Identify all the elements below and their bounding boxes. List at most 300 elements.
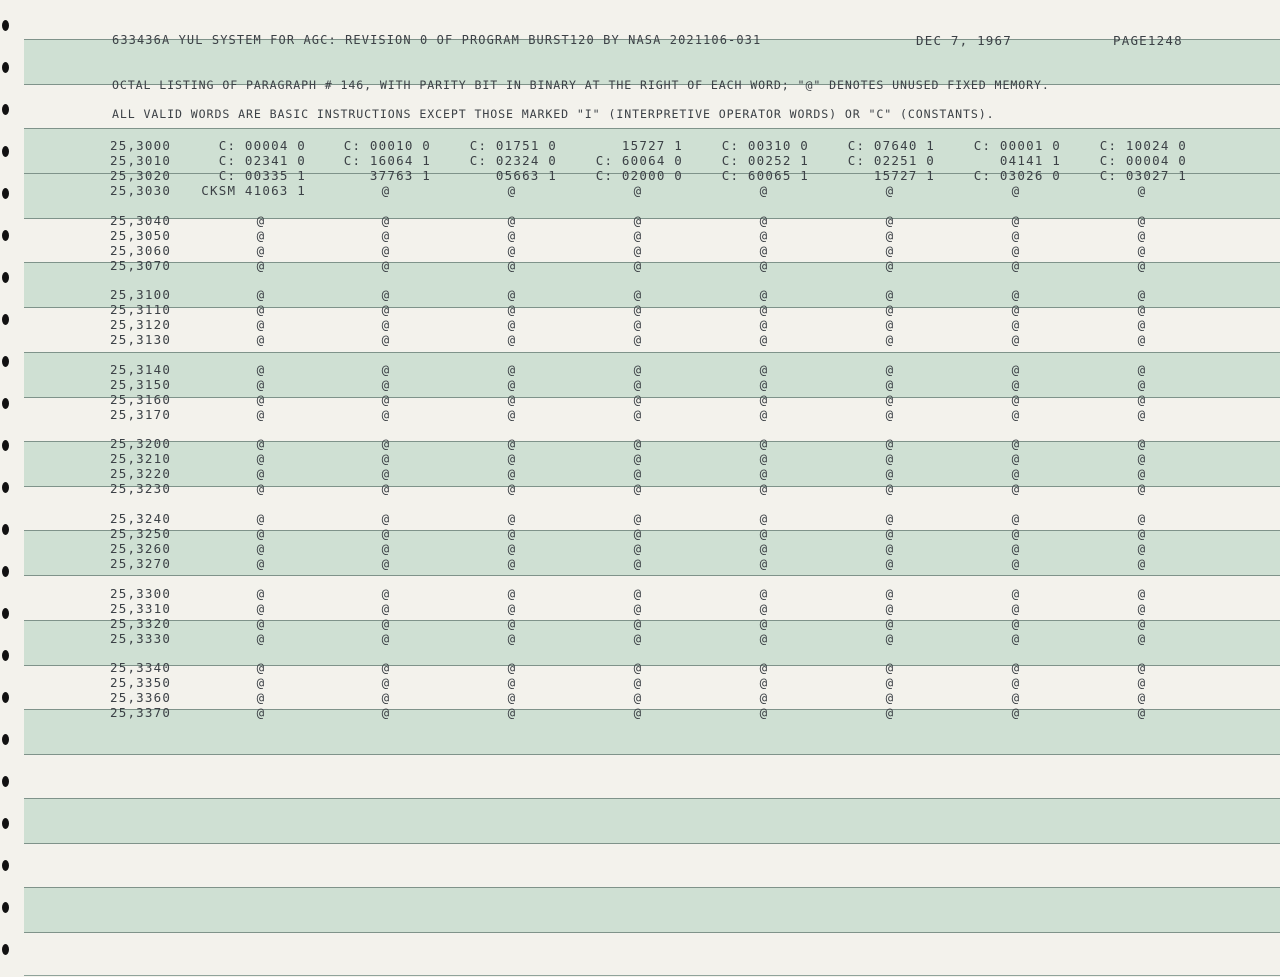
unused-memory-marker: @ [1011, 213, 1021, 228]
octal-word: 05663 1 [495, 168, 557, 183]
row-address: 25,3210 [110, 451, 172, 466]
unused-memory-marker: @ [1011, 183, 1021, 198]
unused-memory-marker: @ [507, 541, 517, 556]
listing-row [0, 660, 1280, 675]
unused-memory-marker: @ [381, 660, 391, 675]
unused-memory-marker: @ [1137, 481, 1147, 496]
listing-row [0, 302, 1280, 317]
unused-memory-marker: @ [633, 511, 643, 526]
unused-memory-marker: @ [759, 287, 769, 302]
unused-memory-marker: @ [1011, 541, 1021, 556]
unused-memory-marker: @ [633, 377, 643, 392]
unused-memory-marker: @ [885, 183, 895, 198]
octal-word: C: 02251 0 [847, 153, 935, 168]
unused-memory-marker: @ [1011, 377, 1021, 392]
octal-word: C: 10024 0 [1099, 138, 1187, 153]
unused-memory-marker: @ [1011, 362, 1021, 377]
row-address: 25,3350 [110, 675, 172, 690]
unused-memory-marker: @ [507, 243, 517, 258]
unused-memory-marker: @ [256, 362, 266, 377]
unused-memory-marker: @ [885, 705, 895, 720]
listing-row [0, 332, 1280, 347]
listing-row [0, 287, 1280, 302]
unused-memory-marker: @ [1137, 436, 1147, 451]
header-date: DEC 7, 1967 [916, 33, 1012, 48]
unused-memory-marker: @ [759, 317, 769, 332]
octal-word: C: 60065 1 [721, 168, 809, 183]
row-address: 25,3140 [110, 362, 172, 377]
row-address: 25,3150 [110, 377, 172, 392]
unused-memory-marker: @ [381, 556, 391, 571]
unused-memory-marker: @ [256, 466, 266, 481]
unused-memory-marker: @ [885, 601, 895, 616]
unused-memory-marker: @ [507, 258, 517, 273]
unused-memory-marker: @ [885, 511, 895, 526]
unused-memory-marker: @ [256, 601, 266, 616]
unused-memory-marker: @ [759, 332, 769, 347]
listing-row [0, 586, 1280, 601]
listing-row [0, 541, 1280, 556]
unused-memory-marker: @ [1011, 228, 1021, 243]
octal-word: C: 00310 0 [721, 138, 809, 153]
listing-row [0, 168, 1280, 183]
unused-memory-marker: @ [633, 541, 643, 556]
unused-memory-marker: @ [507, 362, 517, 377]
octal-word: C: 07640 1 [847, 138, 935, 153]
unused-memory-marker: @ [885, 302, 895, 317]
unused-memory-marker: @ [1137, 332, 1147, 347]
unused-memory-marker: @ [759, 228, 769, 243]
row-address: 25,3100 [110, 287, 172, 302]
unused-memory-marker: @ [256, 631, 266, 646]
unused-memory-marker: @ [381, 466, 391, 481]
unused-memory-marker: @ [759, 586, 769, 601]
green-bar [24, 887, 1280, 933]
unused-memory-marker: @ [633, 705, 643, 720]
tractor-hole [2, 272, 9, 283]
tractor-hole [2, 776, 9, 787]
note-line-1: OCTAL LISTING OF PARAGRAPH # 146, WITH PARITY BIT IN BINARY AT THE RIGHT OF EACH WORD; "@" DENOTES UNUSED FIXED MEMORY. [112, 78, 1050, 92]
unused-memory-marker: @ [633, 526, 643, 541]
unused-memory-marker: @ [256, 317, 266, 332]
unused-memory-marker: @ [759, 183, 769, 198]
octal-word: C: 00001 0 [973, 138, 1061, 153]
unused-memory-marker: @ [1137, 317, 1147, 332]
listing-row [0, 675, 1280, 690]
unused-memory-marker: @ [1137, 675, 1147, 690]
unused-memory-marker: @ [507, 481, 517, 496]
row-address: 25,3340 [110, 660, 172, 675]
octal-word: C: 00335 1 [218, 168, 306, 183]
unused-memory-marker: @ [1137, 392, 1147, 407]
unused-memory-marker: @ [381, 631, 391, 646]
unused-memory-marker: @ [1011, 705, 1021, 720]
unused-memory-marker: @ [885, 228, 895, 243]
unused-memory-marker: @ [1137, 616, 1147, 631]
unused-memory-marker: @ [759, 362, 769, 377]
unused-memory-marker: @ [256, 407, 266, 422]
unused-memory-marker: @ [381, 377, 391, 392]
listing-row [0, 601, 1280, 616]
note-line-2: ALL VALID WORDS ARE BASIC INSTRUCTIONS EXCEPT THOSE MARKED "I" (INTERPRETIVE OPERATOR WORDS) OR "C" (CONSTANTS). [112, 107, 995, 121]
unused-memory-marker: @ [759, 451, 769, 466]
octal-word: CKSM 41063 1 [201, 183, 306, 198]
unused-memory-marker: @ [1137, 541, 1147, 556]
unused-memory-marker: @ [759, 526, 769, 541]
unused-memory-marker: @ [256, 556, 266, 571]
unused-memory-marker: @ [759, 392, 769, 407]
listing-row [0, 690, 1280, 705]
unused-memory-marker: @ [381, 243, 391, 258]
unused-memory-marker: @ [507, 287, 517, 302]
tractor-hole [2, 860, 9, 871]
row-address: 25,3370 [110, 705, 172, 720]
unused-memory-marker: @ [256, 616, 266, 631]
unused-memory-marker: @ [381, 436, 391, 451]
octal-word: 15727 1 [873, 168, 935, 183]
unused-memory-marker: @ [633, 407, 643, 422]
unused-memory-marker: @ [381, 526, 391, 541]
row-address: 25,3250 [110, 526, 172, 541]
row-address: 25,3010 [110, 153, 172, 168]
unused-memory-marker: @ [633, 183, 643, 198]
unused-memory-marker: @ [885, 213, 895, 228]
unused-memory-marker: @ [759, 258, 769, 273]
unused-memory-marker: @ [381, 332, 391, 347]
listing-row [0, 213, 1280, 228]
tractor-hole [2, 104, 9, 115]
listing-row [0, 616, 1280, 631]
unused-memory-marker: @ [381, 601, 391, 616]
unused-memory-marker: @ [256, 243, 266, 258]
unused-memory-marker: @ [381, 362, 391, 377]
unused-memory-marker: @ [256, 660, 266, 675]
unused-memory-marker: @ [256, 481, 266, 496]
row-address: 25,3160 [110, 392, 172, 407]
unused-memory-marker: @ [256, 451, 266, 466]
unused-memory-marker: @ [1137, 526, 1147, 541]
unused-memory-marker: @ [381, 213, 391, 228]
unused-memory-marker: @ [256, 287, 266, 302]
listing-row [0, 481, 1280, 496]
unused-memory-marker: @ [1137, 586, 1147, 601]
row-address: 25,3300 [110, 586, 172, 601]
unused-memory-marker: @ [256, 392, 266, 407]
unused-memory-marker: @ [885, 407, 895, 422]
listing-row [0, 407, 1280, 422]
octal-word: C: 00252 1 [721, 153, 809, 168]
unused-memory-marker: @ [507, 407, 517, 422]
unused-memory-marker: @ [381, 541, 391, 556]
unused-memory-marker: @ [1011, 675, 1021, 690]
unused-memory-marker: @ [1011, 556, 1021, 571]
row-address: 25,3040 [110, 213, 172, 228]
unused-memory-marker: @ [633, 287, 643, 302]
unused-memory-marker: @ [1011, 660, 1021, 675]
unused-memory-marker: @ [633, 332, 643, 347]
unused-memory-marker: @ [1137, 258, 1147, 273]
row-address: 25,3230 [110, 481, 172, 496]
unused-memory-marker: @ [1137, 377, 1147, 392]
unused-memory-marker: @ [633, 631, 643, 646]
listing-row [0, 705, 1280, 720]
unused-memory-marker: @ [256, 675, 266, 690]
unused-memory-marker: @ [633, 675, 643, 690]
unused-memory-marker: @ [759, 541, 769, 556]
listing-row [0, 436, 1280, 451]
unused-memory-marker: @ [1011, 287, 1021, 302]
unused-memory-marker: @ [885, 243, 895, 258]
unused-memory-marker: @ [633, 481, 643, 496]
unused-memory-marker: @ [1011, 616, 1021, 631]
unused-memory-marker: @ [759, 556, 769, 571]
row-address: 25,3330 [110, 631, 172, 646]
unused-memory-marker: @ [1011, 586, 1021, 601]
unused-memory-marker: @ [885, 481, 895, 496]
octal-word: C: 02000 0 [595, 168, 683, 183]
unused-memory-marker: @ [885, 466, 895, 481]
bar-rule [24, 975, 1280, 976]
octal-word: C: 00004 0 [218, 138, 306, 153]
unused-memory-marker: @ [759, 631, 769, 646]
unused-memory-marker: @ [759, 243, 769, 258]
unused-memory-marker: @ [1011, 436, 1021, 451]
unused-memory-marker: @ [885, 660, 895, 675]
green-bar [24, 798, 1280, 844]
unused-memory-marker: @ [759, 705, 769, 720]
octal-word: 15727 1 [621, 138, 683, 153]
tractor-hole [2, 818, 9, 829]
unused-memory-marker: @ [759, 511, 769, 526]
unused-memory-marker: @ [885, 541, 895, 556]
unused-memory-marker: @ [885, 317, 895, 332]
octal-word: C: 03027 1 [1099, 168, 1187, 183]
unused-memory-marker: @ [381, 228, 391, 243]
unused-memory-marker: @ [381, 586, 391, 601]
unused-memory-marker: @ [1137, 451, 1147, 466]
unused-memory-marker: @ [759, 466, 769, 481]
unused-memory-marker: @ [1011, 302, 1021, 317]
unused-memory-marker: @ [1011, 631, 1021, 646]
unused-memory-marker: @ [507, 690, 517, 705]
row-address: 25,3130 [110, 332, 172, 347]
row-address: 25,3170 [110, 407, 172, 422]
unused-memory-marker: @ [256, 228, 266, 243]
unused-memory-marker: @ [885, 586, 895, 601]
unused-memory-marker: @ [885, 690, 895, 705]
unused-memory-marker: @ [633, 436, 643, 451]
unused-memory-marker: @ [1137, 690, 1147, 705]
unused-memory-marker: @ [1137, 213, 1147, 228]
listing-row [0, 258, 1280, 273]
unused-memory-marker: @ [507, 451, 517, 466]
row-address: 25,3260 [110, 541, 172, 556]
tractor-hole [2, 944, 9, 955]
octal-word: C: 01751 0 [469, 138, 557, 153]
listing-row [0, 511, 1280, 526]
row-address: 25,3200 [110, 436, 172, 451]
unused-memory-marker: @ [381, 511, 391, 526]
unused-memory-marker: @ [633, 466, 643, 481]
unused-memory-marker: @ [507, 302, 517, 317]
unused-memory-marker: @ [507, 511, 517, 526]
unused-memory-marker: @ [885, 392, 895, 407]
row-address: 25,3270 [110, 556, 172, 571]
listing-row [0, 362, 1280, 377]
unused-memory-marker: @ [759, 213, 769, 228]
unused-memory-marker: @ [885, 377, 895, 392]
unused-memory-marker: @ [507, 631, 517, 646]
row-address: 25,3220 [110, 466, 172, 481]
row-address: 25,3320 [110, 616, 172, 631]
listing-row [0, 451, 1280, 466]
unused-memory-marker: @ [381, 258, 391, 273]
unused-memory-marker: @ [633, 317, 643, 332]
row-address: 25,3310 [110, 601, 172, 616]
row-address: 25,3360 [110, 690, 172, 705]
unused-memory-marker: @ [885, 556, 895, 571]
unused-memory-marker: @ [885, 258, 895, 273]
unused-memory-marker: @ [256, 302, 266, 317]
unused-memory-marker: @ [885, 332, 895, 347]
unused-memory-marker: @ [381, 451, 391, 466]
unused-memory-marker: @ [507, 377, 517, 392]
listing-row [0, 631, 1280, 646]
tractor-hole [2, 20, 9, 31]
octal-word: 04141 1 [999, 153, 1061, 168]
unused-memory-marker: @ [507, 616, 517, 631]
unused-memory-marker: @ [759, 616, 769, 631]
row-address: 25,3240 [110, 511, 172, 526]
unused-memory-marker: @ [1137, 631, 1147, 646]
unused-memory-marker: @ [381, 183, 391, 198]
header-page: PAGE1248 [1113, 33, 1183, 48]
unused-memory-marker: @ [1137, 705, 1147, 720]
unused-memory-marker: @ [633, 586, 643, 601]
unused-memory-marker: @ [381, 287, 391, 302]
unused-memory-marker: @ [507, 317, 517, 332]
unused-memory-marker: @ [256, 436, 266, 451]
unused-memory-marker: @ [1137, 228, 1147, 243]
unused-memory-marker: @ [1011, 526, 1021, 541]
unused-memory-marker: @ [1137, 601, 1147, 616]
listing-row [0, 153, 1280, 168]
unused-memory-marker: @ [1137, 243, 1147, 258]
unused-memory-marker: @ [507, 586, 517, 601]
unused-memory-marker: @ [1137, 556, 1147, 571]
unused-memory-marker: @ [759, 660, 769, 675]
unused-memory-marker: @ [507, 436, 517, 451]
unused-memory-marker: @ [1137, 407, 1147, 422]
unused-memory-marker: @ [256, 541, 266, 556]
tractor-hole [2, 902, 9, 913]
unused-memory-marker: @ [759, 302, 769, 317]
unused-memory-marker: @ [1137, 362, 1147, 377]
listing-row [0, 377, 1280, 392]
row-address: 25,3050 [110, 228, 172, 243]
octal-word: C: 00010 0 [343, 138, 431, 153]
unused-memory-marker: @ [759, 690, 769, 705]
unused-memory-marker: @ [1011, 466, 1021, 481]
row-address: 25,3060 [110, 243, 172, 258]
unused-memory-marker: @ [633, 302, 643, 317]
listing-row [0, 138, 1280, 153]
unused-memory-marker: @ [1011, 392, 1021, 407]
unused-memory-marker: @ [633, 690, 643, 705]
unused-memory-marker: @ [1011, 258, 1021, 273]
octal-word: C: 16064 1 [343, 153, 431, 168]
tractor-hole [2, 734, 9, 745]
unused-memory-marker: @ [256, 690, 266, 705]
unused-memory-marker: @ [1137, 302, 1147, 317]
tractor-hole [2, 62, 9, 73]
unused-memory-marker: @ [381, 317, 391, 332]
unused-memory-marker: @ [633, 258, 643, 273]
octal-word: 37763 1 [369, 168, 431, 183]
row-address: 25,3000 [110, 138, 172, 153]
unused-memory-marker: @ [507, 183, 517, 198]
row-address: 25,3110 [110, 302, 172, 317]
unused-memory-marker: @ [633, 213, 643, 228]
unused-memory-marker: @ [381, 690, 391, 705]
row-address: 25,3020 [110, 168, 172, 183]
unused-memory-marker: @ [633, 228, 643, 243]
unused-memory-marker: @ [507, 601, 517, 616]
unused-memory-marker: @ [885, 287, 895, 302]
listing-row [0, 183, 1280, 198]
unused-memory-marker: @ [507, 392, 517, 407]
octal-word: C: 03026 0 [973, 168, 1061, 183]
unused-memory-marker: @ [507, 675, 517, 690]
unused-memory-marker: @ [256, 526, 266, 541]
unused-memory-marker: @ [1137, 183, 1147, 198]
octal-word: C: 60064 0 [595, 153, 683, 168]
listing-row [0, 526, 1280, 541]
unused-memory-marker: @ [759, 481, 769, 496]
unused-memory-marker: @ [507, 228, 517, 243]
unused-memory-marker: @ [633, 556, 643, 571]
unused-memory-marker: @ [1137, 511, 1147, 526]
unused-memory-marker: @ [759, 601, 769, 616]
unused-memory-marker: @ [1137, 660, 1147, 675]
octal-word: C: 00004 0 [1099, 153, 1187, 168]
unused-memory-marker: @ [381, 392, 391, 407]
unused-memory-marker: @ [507, 705, 517, 720]
listing-row [0, 556, 1280, 571]
unused-memory-marker: @ [759, 407, 769, 422]
unused-memory-marker: @ [381, 302, 391, 317]
unused-memory-marker: @ [1011, 407, 1021, 422]
unused-memory-marker: @ [507, 526, 517, 541]
unused-memory-marker: @ [256, 586, 266, 601]
unused-memory-marker: @ [256, 258, 266, 273]
listing-row [0, 243, 1280, 258]
unused-memory-marker: @ [381, 675, 391, 690]
unused-memory-marker: @ [885, 526, 895, 541]
unused-memory-marker: @ [381, 616, 391, 631]
unused-memory-marker: @ [381, 407, 391, 422]
unused-memory-marker: @ [381, 705, 391, 720]
unused-memory-marker: @ [507, 466, 517, 481]
unused-memory-marker: @ [633, 392, 643, 407]
octal-word: C: 02341 0 [218, 153, 306, 168]
unused-memory-marker: @ [256, 213, 266, 228]
unused-memory-marker: @ [759, 377, 769, 392]
unused-memory-marker: @ [1137, 287, 1147, 302]
unused-memory-marker: @ [759, 436, 769, 451]
listing-row [0, 228, 1280, 243]
unused-memory-marker: @ [507, 213, 517, 228]
